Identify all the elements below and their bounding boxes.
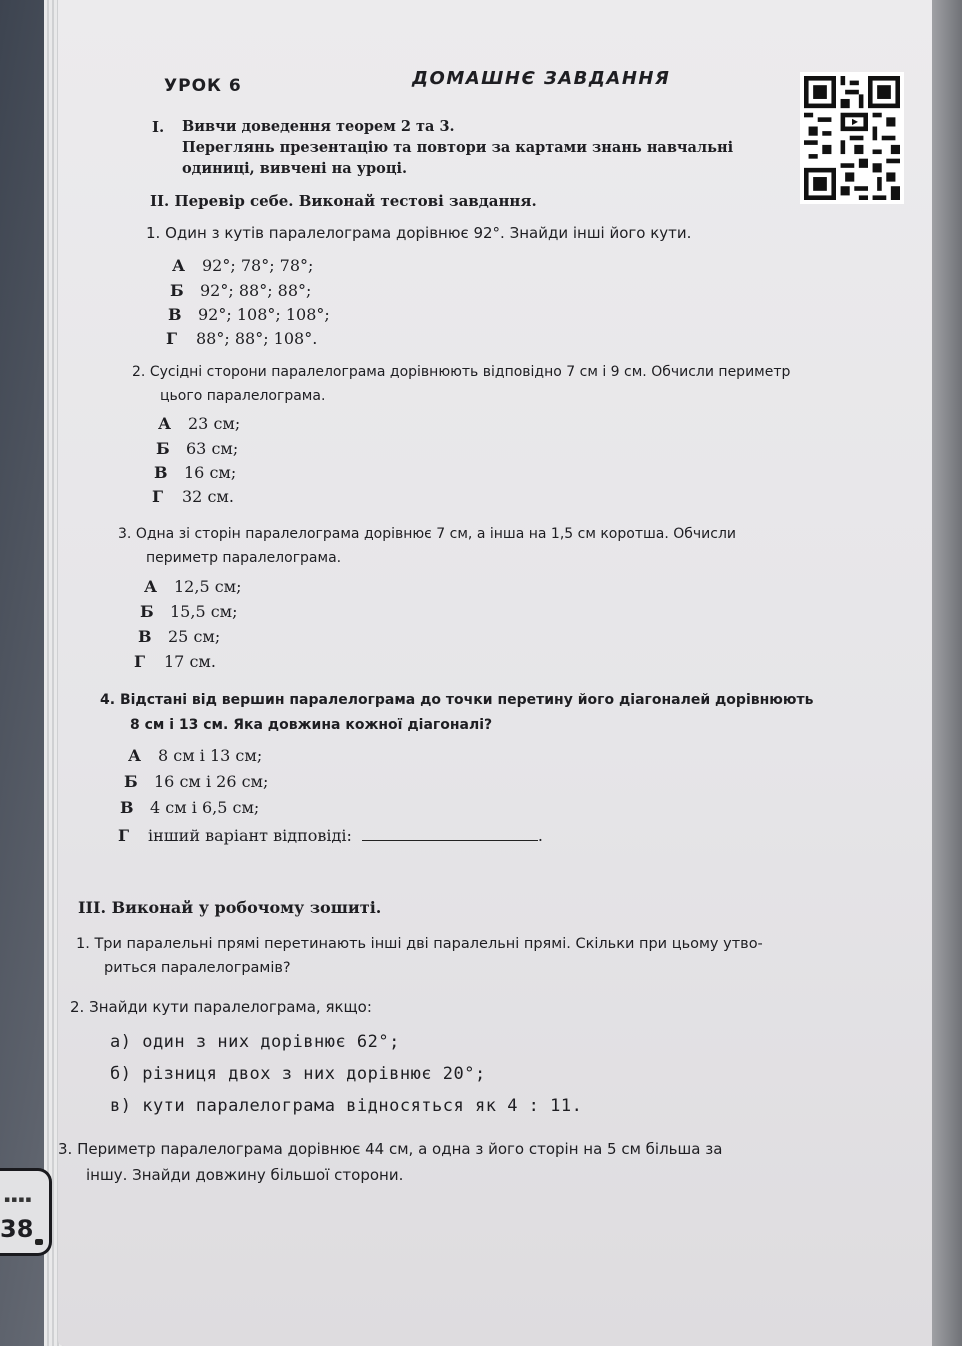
q3-option-d[interactable]: Г 17 см. [134, 652, 216, 671]
question-3-line-1: Одна зі сторін паралелограма дорівнює 7 см, а інша на 1,5 см коротша. Обчисли [135, 526, 737, 542]
page-number: 38 [0, 1215, 34, 1243]
badge-pip-icon [35, 1239, 43, 1245]
task-3-text [58, 1140, 722, 1158]
task-2-line-1: Знайди кути паралелограма, якщо: [89, 998, 372, 1016]
task-2-sub-b: б) різниця двох з них дорівнює 20°; [110, 1064, 486, 1084]
q1-option-b[interactable]: Б 92°; 88°; 88°; [170, 281, 312, 300]
question-4-line-2: 8 см і 13 см. Яка довжина кожної діагоналі? [130, 717, 493, 733]
q2-option-b[interactable]: Б 63 см; [156, 439, 239, 458]
answer-blank-line[interactable] [362, 826, 538, 841]
q4-option-b[interactable]: Б 16 см і 26 см; [124, 772, 269, 791]
question-4-number: 4. [100, 692, 116, 708]
page-shadow [932, 0, 962, 1346]
question-1-text [146, 224, 691, 242]
section-1-line-3: одиниці, вивчені на уроці. [182, 160, 408, 177]
task-1-line-2: риться паралелограмів? [104, 960, 291, 976]
task-1-line-1: Три паралельні прямі перетинають інші дві паралельні прямі. Скільки при цьому утво- [94, 936, 763, 952]
question-2-line-2: цього паралелограма. [160, 388, 326, 404]
qr-code-icon[interactable] [800, 72, 904, 204]
task-3-number: 3. [58, 1140, 73, 1158]
task-2-text [70, 998, 372, 1016]
question-4-line-1: Відстані від вершин паралелограма до точки перетину його діагоналей дорівнюють [119, 692, 814, 708]
question-4-text [100, 692, 813, 708]
question-1-line-1: Один з кутів паралелограма дорівнює 92°. Знайди інші його кути. [165, 224, 692, 242]
task-2-sub-a: а) один з них дорівнює 62°; [110, 1032, 400, 1052]
q4-option-d[interactable]: Г інший варіант відповіді: . [118, 826, 543, 845]
lesson-label: УРОК 6 [164, 76, 242, 96]
question-2-number: 2. [132, 364, 146, 380]
q4-option-c[interactable]: В 4 см і 6,5 см; [120, 798, 260, 817]
q2-option-a[interactable]: А 23 см; [158, 414, 241, 433]
section-1-label: I. [152, 118, 165, 136]
section-2-title: II. Перевір себе. Виконай тестові завдання. [150, 192, 537, 210]
question-1-number: 1. [146, 224, 161, 242]
question-3-number: 3. [118, 526, 132, 542]
q3-option-b[interactable]: Б 15,5 см; [140, 602, 238, 621]
q2-option-d[interactable]: Г 32 см. [152, 487, 234, 506]
task-2-sub-c: в) кути паралелограма відносяться як 4 : 11. [110, 1096, 583, 1116]
q3-option-c[interactable]: В 25 см; [138, 627, 221, 646]
question-2-text [132, 364, 790, 380]
section-3-title: III. Виконай у робочому зошиті. [78, 898, 382, 917]
q3-option-a[interactable]: А 12,5 см; [144, 577, 242, 596]
badge-dots-icon: ▪▪▪▪ [4, 1195, 33, 1205]
task-2-number: 2. [70, 998, 85, 1016]
question-2-line-1: Сусідні сторони паралелограма дорівнюють відповідно 7 см і 9 см. Обчисли периметр [149, 364, 791, 380]
q1-option-c[interactable]: В 92°; 108°; 108°; [168, 305, 330, 324]
q1-option-a[interactable]: А 92°; 78°; 78°; [172, 256, 314, 275]
homework-title: ДОМАШНЄ ЗАВДАННЯ [412, 68, 671, 89]
section-1-line-2: Переглянь презентацію та повтори за картами знань навчальні [182, 139, 734, 156]
task-3-line-1: Периметр паралелограма дорівнює 44 см, а одна з його сторін на 5 см більша за [77, 1140, 723, 1158]
page-number-badge [0, 1168, 52, 1256]
qr-code-graphic [804, 76, 900, 200]
question-3-line-2: периметр паралелограма. [146, 550, 342, 566]
section-1-line-1: Вивчи доведення теорем 2 та 3. [182, 118, 455, 135]
question-3-text [118, 526, 736, 542]
task-1-text [76, 936, 763, 952]
task-3-line-2: іншу. Знайди довжину більшої сторони. [86, 1166, 404, 1184]
q4-option-a[interactable]: А 8 см і 13 см; [128, 746, 263, 765]
q1-option-d[interactable]: Г 88°; 88°; 108°. [166, 329, 318, 348]
task-1-number: 1. [76, 936, 90, 952]
q2-option-c[interactable]: В 16 см; [154, 463, 237, 482]
